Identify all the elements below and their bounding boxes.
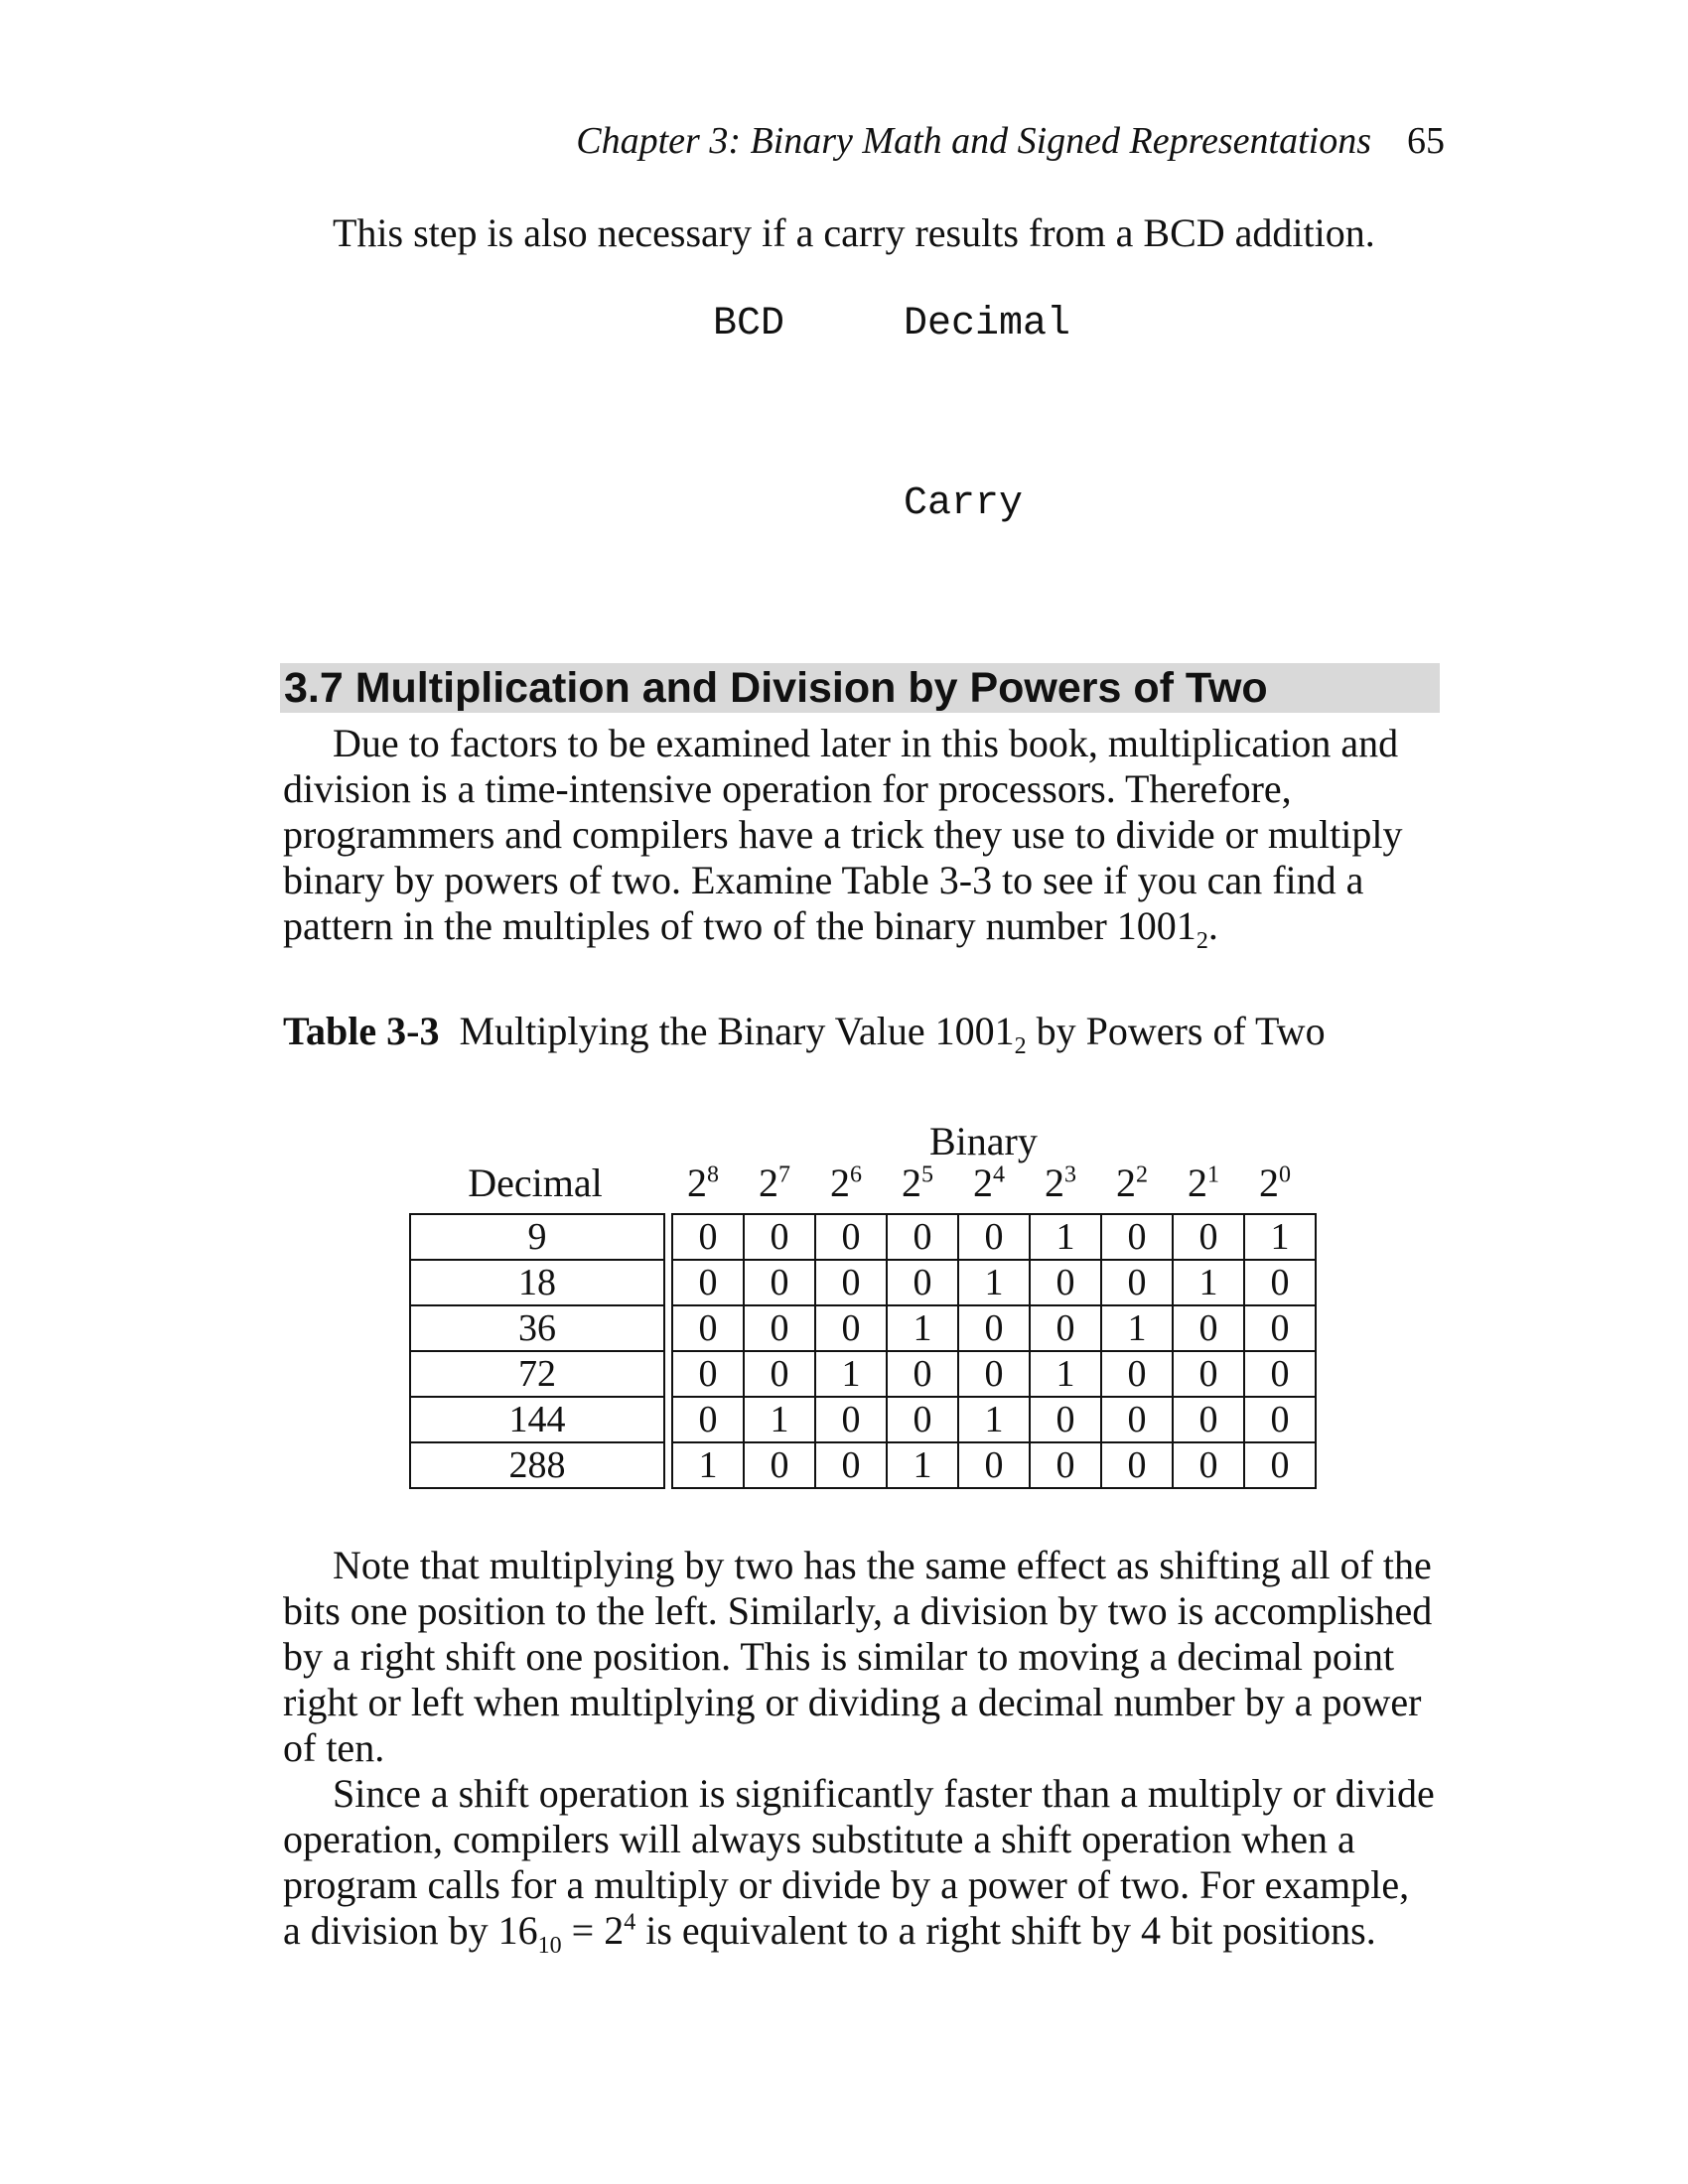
table-caption-text: Multiplying the Binary Value 1001: [459, 1009, 1015, 1053]
bit-weight-base: 2: [759, 1160, 778, 1205]
bit-cell: 0: [1101, 1397, 1173, 1442]
column-gap: [664, 1442, 672, 1488]
bit-weight-header: [1096, 1160, 1168, 1206]
bit-cell: 0: [672, 1305, 744, 1351]
bit-cell: 1: [887, 1442, 958, 1488]
bit-cell: 0: [1244, 1260, 1316, 1305]
table-row: [410, 1214, 1316, 1260]
bit-cell: 1: [1030, 1214, 1101, 1260]
column-gap: [664, 1214, 672, 1260]
bit-weight-header: [1239, 1160, 1311, 1206]
column-gap: [664, 1351, 672, 1397]
compiler-paragraph-superscript: 4: [624, 1909, 636, 1936]
decimal-cell: 18: [410, 1260, 664, 1305]
bit-cell: 0: [672, 1397, 744, 1442]
bit-cell: 0: [1173, 1305, 1244, 1351]
bit-cell: 0: [815, 1397, 887, 1442]
bit-cell: 0: [1244, 1442, 1316, 1488]
bit-weight-header: [1168, 1160, 1239, 1206]
binary-table: [409, 1213, 1317, 1489]
bit-weight-base: 2: [1188, 1160, 1207, 1205]
column-gap: [664, 1260, 672, 1305]
bit-cell: 0: [744, 1214, 815, 1260]
bit-cell: 0: [1244, 1351, 1316, 1397]
bit-weight-exponent: 2: [1136, 1161, 1148, 1188]
bit-weight-base: 2: [1045, 1160, 1064, 1205]
bit-weight-base: 2: [687, 1160, 707, 1205]
bit-cell: 0: [1030, 1397, 1101, 1442]
column-gap: [664, 1305, 672, 1351]
bit-cell: 0: [815, 1214, 887, 1260]
bit-weight-header: [1025, 1160, 1096, 1206]
bit-weight-header: [739, 1160, 810, 1206]
table-row: [410, 1351, 1316, 1397]
decimal-column-label: Decimal: [468, 1160, 603, 1205]
decimal-cell: 9: [410, 1214, 664, 1260]
compiler-paragraph-tail: is equivalent to a right shift by 4 bit positions.: [635, 1908, 1376, 1953]
bit-weight-header: [667, 1160, 739, 1206]
bit-weight-base: 2: [973, 1160, 993, 1205]
bit-cell: 0: [1030, 1305, 1101, 1351]
bit-weight-base: 2: [902, 1160, 921, 1205]
bit-cell: 0: [1101, 1351, 1173, 1397]
bit-cell: 0: [672, 1214, 744, 1260]
shift-paragraph: Note that multiplying by two has the same effect as shifting all of the bits one position to the left. Similarly, a division by two is accomplished by a right shift one position. This is similar to moving a decimal point right or left when multiplying or dividing a decimal number by a power of ten.: [283, 1543, 1433, 1770]
decimal-cell: 36: [410, 1305, 664, 1351]
decimal-cell: 288: [410, 1442, 664, 1488]
table-caption-subscript: 2: [1014, 1033, 1027, 1059]
bit-cell: 0: [958, 1305, 1030, 1351]
bit-cell: 0: [1173, 1214, 1244, 1260]
binary-group-header: Binary: [929, 1119, 1038, 1163]
section-paragraph-text: Due to factors to be examined later in this book, multiplication and division is a time-intensive operation for processors. Therefore, programmers and compilers have a trick they use to divide or multiply binary by powers of two. Examine Table 3-3 to see if you can find a pattern in the multiples of two of the binary number 1001: [283, 721, 1403, 948]
section-paragraph-subscript: 2: [1196, 928, 1208, 954]
bit-weight-exponent: 1: [1207, 1161, 1219, 1188]
bit-cell: 1: [1244, 1214, 1316, 1260]
table-caption: [283, 1008, 1326, 1059]
bit-weight-exponent: 4: [993, 1161, 1005, 1188]
column-gap: [664, 1397, 672, 1442]
decimal-carry-label: Carry: [904, 481, 1024, 526]
table-row: [410, 1260, 1316, 1305]
compiler-paragraph: [283, 1771, 1435, 1959]
bit-weight-exponent: 0: [1279, 1161, 1291, 1188]
bit-weight-header: [882, 1160, 953, 1206]
closing-paragraphs: [283, 1543, 1435, 1959]
bit-cell: 1: [887, 1305, 958, 1351]
page-number: 65: [1407, 120, 1445, 162]
bit-cell: 0: [744, 1351, 815, 1397]
section-paragraph-end: .: [1207, 903, 1218, 948]
bit-cell: 1: [744, 1397, 815, 1442]
bit-weight-base: 2: [1116, 1160, 1136, 1205]
bit-weight-exponent: 7: [778, 1161, 790, 1188]
bit-cell: 1: [1101, 1305, 1173, 1351]
bit-weight-base: 2: [830, 1160, 850, 1205]
bit-cell: 1: [1173, 1260, 1244, 1305]
bit-weight-exponent: 8: [707, 1161, 719, 1188]
bit-cell: 0: [1244, 1305, 1316, 1351]
bit-cell: 0: [1101, 1260, 1173, 1305]
bit-cell: 1: [958, 1397, 1030, 1442]
bit-cell: 0: [815, 1442, 887, 1488]
intro-line: This step is also necessary if a carry results from a BCD addition.: [333, 210, 1375, 255]
bit-cell: 0: [815, 1260, 887, 1305]
bit-weight-base: 2: [1259, 1160, 1279, 1205]
bit-cell: 0: [1030, 1442, 1101, 1488]
bit-weight-header: [810, 1160, 882, 1206]
table-caption-label: Table 3-3: [283, 1009, 440, 1053]
bit-cell: 0: [1173, 1397, 1244, 1442]
compiler-paragraph-subscript: 10: [537, 1933, 562, 1959]
table-caption-tail: by Powers of Two: [1026, 1009, 1326, 1053]
bit-weight-exponent: 6: [850, 1161, 862, 1188]
bit-cell: 0: [1101, 1214, 1173, 1260]
decimal-cell: 72: [410, 1351, 664, 1397]
bit-weight-exponent: 5: [921, 1161, 933, 1188]
bit-cell: 0: [744, 1442, 815, 1488]
bit-cell: 1: [1030, 1351, 1101, 1397]
bit-cell: 0: [1030, 1260, 1101, 1305]
bit-cell: 1: [672, 1442, 744, 1488]
table-row: [410, 1442, 1316, 1488]
bit-cell: 0: [744, 1260, 815, 1305]
bcd-column-header: BCD: [713, 302, 785, 346]
bit-cell: 0: [887, 1214, 958, 1260]
section-heading: 3.7 Multiplication and Division by Powers of Two: [280, 663, 1440, 713]
bit-cell: 0: [1244, 1397, 1316, 1442]
bit-cell: 0: [958, 1351, 1030, 1397]
decimal-column-header: Decimal: [904, 302, 1071, 346]
bit-cell: 0: [1101, 1442, 1173, 1488]
bit-cell: 0: [672, 1260, 744, 1305]
bit-cell: 0: [1173, 1351, 1244, 1397]
bit-cell: 0: [887, 1397, 958, 1442]
running-header: [576, 119, 1445, 163]
bit-cell: 0: [1173, 1442, 1244, 1488]
bit-weight-header: [953, 1160, 1025, 1206]
decimal-cell: 144: [410, 1397, 664, 1442]
bit-cell: 0: [672, 1351, 744, 1397]
table-row: [410, 1305, 1316, 1351]
bit-cell: 0: [958, 1442, 1030, 1488]
section-paragraph: [283, 721, 1435, 954]
running-title: Chapter 3: Binary Math and Signed Representations: [576, 120, 1371, 162]
table-row: [410, 1397, 1316, 1442]
compiler-paragraph-text: Since a shift operation is significantly faster than a multiply or divide operation, compilers will always substitute a shift operation when a program calls for a multiply or divide by a power of two. For example, a division by 16: [283, 1771, 1435, 1953]
intro-paragraph: [283, 210, 1435, 256]
bit-weight-exponent: 3: [1064, 1161, 1076, 1188]
bit-cell: 0: [744, 1305, 815, 1351]
bit-cell: 1: [958, 1260, 1030, 1305]
bit-cell: 0: [815, 1305, 887, 1351]
bit-cell: 0: [887, 1351, 958, 1397]
compiler-paragraph-equals: = 2: [561, 1908, 625, 1953]
bit-cell: 0: [958, 1214, 1030, 1260]
bit-cell: 0: [887, 1260, 958, 1305]
bit-cell: 1: [815, 1351, 887, 1397]
